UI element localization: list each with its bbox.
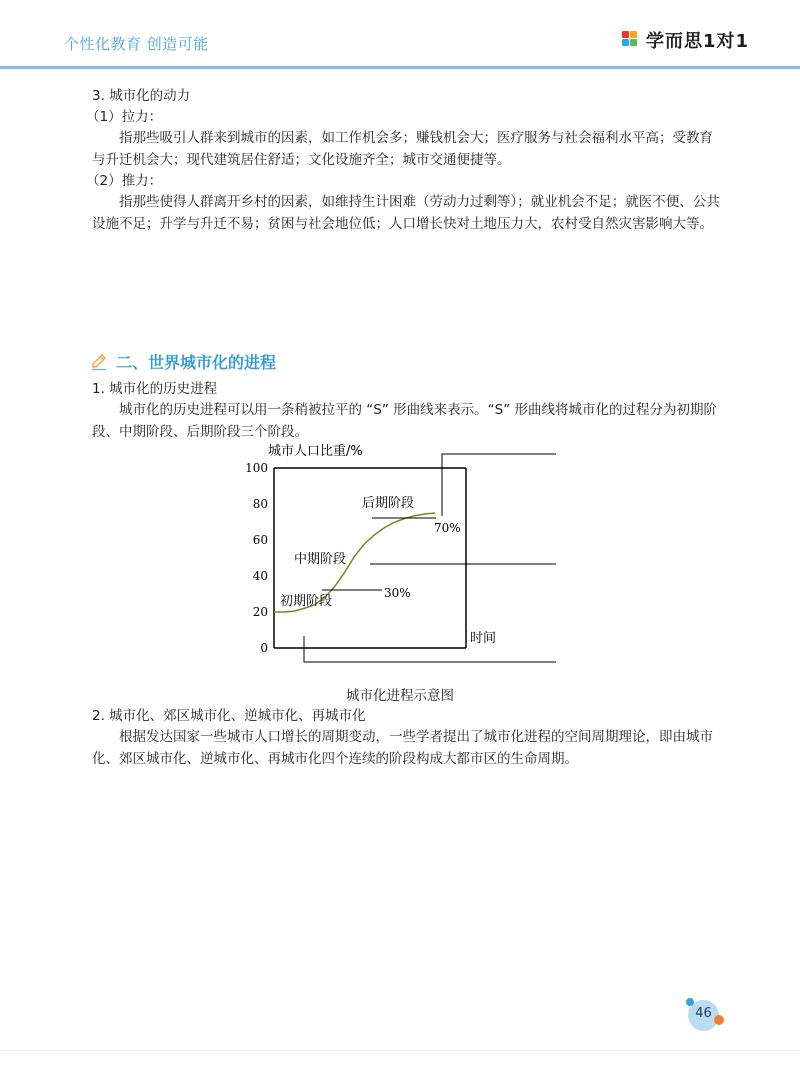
brand-logo bbox=[622, 27, 749, 53]
y-tick-label: 80 bbox=[252, 497, 268, 511]
y-tick-label: 40 bbox=[252, 569, 268, 583]
header-divider bbox=[0, 66, 800, 69]
heading-urbanization-drivers: 3. 城市化的动力 bbox=[92, 88, 191, 104]
push-text: 指那些使得人群离开乡村的因素，如维持生计困难（劳动力过剩等）；就业机会不足；就医不便、公共设施不足；升学与升迁不易；贫困与社会地位低；人口增长快对土地压力大，农村受自然灾害影响大等。 bbox=[92, 194, 720, 232]
brand-mark-icon bbox=[622, 31, 640, 49]
section-title-text: 二、世界城市化的进程 bbox=[116, 353, 277, 372]
pull-label: （1）拉力： bbox=[86, 109, 163, 125]
stage-label-middle: 中期阶段 bbox=[294, 552, 347, 567]
sub1-heading: 1. 城市化的历史进程 bbox=[92, 381, 218, 397]
stage-label-late: 后期阶段 bbox=[362, 496, 415, 511]
threshold-30-label: 30% bbox=[384, 586, 411, 600]
sub1-text: 城市化的历史进程可以用一条稍被拉平的 “S” 形曲线来表示。“S” 形曲线将城市化的过程分为初期阶段、中期阶段、后期阶段三个阶段。 bbox=[92, 402, 717, 440]
sub2-heading: 2. 城市化、郊区城市化、逆城市化、再城市化 bbox=[92, 708, 366, 724]
sub2-text: 根据发达国家一些城市人口增长的周期变动，一些学者提出了城市化进程的空间周期理论，即由城市化、郊区城市化、逆城市化、再城市化四个连续的阶段构成大都市区的生命周期。 bbox=[92, 729, 713, 767]
y-axis-label: 城市人口比重/% bbox=[268, 444, 363, 459]
x-axis-label: 时间 bbox=[470, 631, 497, 646]
pencil-icon bbox=[90, 353, 108, 371]
urbanization-chart bbox=[240, 436, 570, 672]
y-tick-label: 60 bbox=[252, 533, 268, 547]
y-tick-label: 0 bbox=[260, 641, 268, 655]
blue-dot-icon bbox=[686, 998, 694, 1006]
section-title bbox=[90, 350, 276, 373]
bracket-bottom bbox=[304, 636, 556, 662]
push-label: （2）推力： bbox=[86, 173, 163, 189]
stage-label-early: 初期阶段 bbox=[280, 594, 333, 609]
y-tick-labels bbox=[245, 461, 268, 655]
y-tick-label: 100 bbox=[245, 461, 268, 475]
header-slogan: 个性化教育 创造可能 bbox=[64, 35, 209, 53]
pull-text: 指那些吸引人群来到城市的因素，如工作机会多；赚钱机会大；医疗服务与社会福利水平高；受教育与升迁机会大；现代建筑居住舒适；文化设施齐全；城市交通便捷等。 bbox=[92, 130, 713, 168]
bracket-top bbox=[442, 454, 556, 516]
threshold-70-label: 70% bbox=[434, 521, 461, 535]
brand-name: 学而思1对1 bbox=[646, 31, 750, 52]
page-number-badge bbox=[686, 998, 726, 1032]
chart-caption: 城市化进程示意图 bbox=[346, 688, 454, 704]
footer-divider bbox=[0, 1050, 800, 1051]
page-number: 46 bbox=[695, 1006, 712, 1021]
y-tick-label: 20 bbox=[252, 605, 268, 619]
